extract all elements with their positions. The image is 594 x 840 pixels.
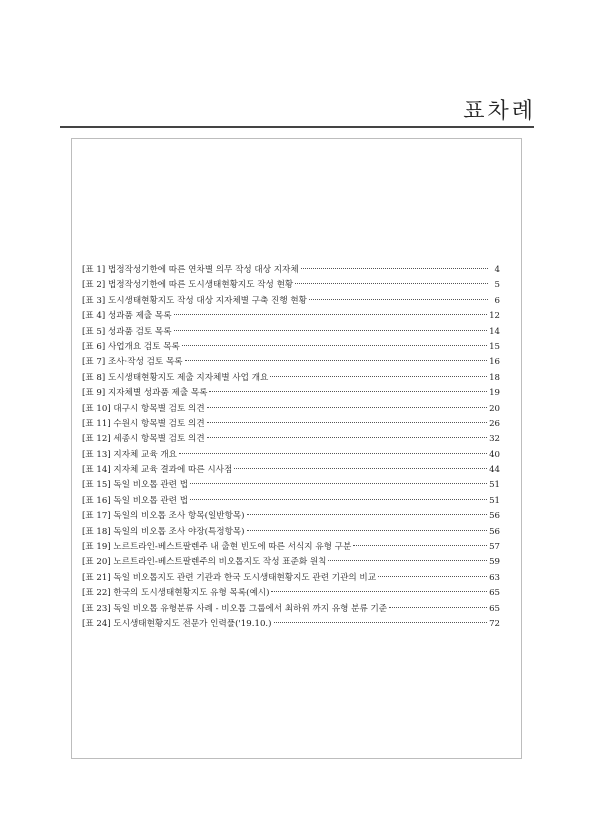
dot-leader xyxy=(271,591,487,592)
dot-leader xyxy=(182,345,487,346)
toc-entry-page: 63 xyxy=(489,572,500,583)
toc-entry-page: 59 xyxy=(489,557,500,568)
toc-entry-page: 40 xyxy=(489,449,500,460)
dot-leader xyxy=(174,314,488,315)
toc-entry-label: [표 5] 성과품 검토 목록 xyxy=(82,326,172,337)
toc-entry-label: [표 4] 성과품 제출 목록 xyxy=(82,311,172,322)
toc-entry-label: [표 19] 노르트라인-베스트팔렌주 내 출현 빈도에 따른 서식지 유형 구분 xyxy=(82,542,352,553)
dot-leader xyxy=(207,407,487,408)
toc-entry-page: 56 xyxy=(489,511,500,522)
dot-leader xyxy=(179,453,487,454)
toc-entry-page: 51 xyxy=(489,480,500,491)
toc-entry[interactable] xyxy=(82,525,500,540)
toc-entry[interactable] xyxy=(82,478,500,493)
toc-entry[interactable] xyxy=(82,448,500,463)
toc-entry-label: [표 22] 한국의 도시생태현황지도 유형 목록(예시) xyxy=(82,588,270,599)
toc-entry-page: 19 xyxy=(489,388,500,399)
toc-entry-page: 56 xyxy=(489,526,500,537)
toc-entry-page: 57 xyxy=(489,542,500,553)
toc-entry-page: 18 xyxy=(489,372,500,383)
dot-leader xyxy=(295,283,488,284)
toc-entry-page: 65 xyxy=(489,588,500,599)
dot-leader xyxy=(207,437,487,438)
toc-entry-label: [표 21] 독일 비오톱지도 관련 기관과 한국 도시생태현황지도 관련 기관의 비교 xyxy=(82,572,377,583)
toc-entry-page: 15 xyxy=(489,341,500,352)
toc-entry[interactable] xyxy=(82,278,500,293)
toc-entry-page: 72 xyxy=(489,618,500,629)
toc-entry-label: [표 15] 독일 비오톱 관련 법 xyxy=(82,480,189,491)
dot-leader xyxy=(274,622,488,623)
toc-entry[interactable] xyxy=(82,571,500,586)
toc-entry[interactable] xyxy=(82,309,500,324)
dot-leader xyxy=(270,376,487,377)
toc-entry[interactable] xyxy=(82,263,500,278)
toc-entry[interactable] xyxy=(82,494,500,509)
toc-entry-label: [표 13] 지자체 교육 개요 xyxy=(82,449,177,460)
toc-entry-label: [표 17] 독일의 비오톱 조사 항목(일반항목) xyxy=(82,511,245,522)
dot-leader xyxy=(209,391,487,392)
toc-entry-page: 32 xyxy=(489,434,500,445)
toc-entry-label: [표 3] 도시생태현황지도 작성 대상 지자체별 구축 진행 현황 xyxy=(82,295,307,306)
toc-entry-label: [표 7] 조사·작성 검토 목록 xyxy=(82,357,183,368)
title-rule xyxy=(60,126,534,128)
toc-entry[interactable] xyxy=(82,371,500,386)
toc-entry-label: [표 9] 지자체별 성과품 제출 목록 xyxy=(82,388,208,399)
dot-leader xyxy=(190,499,487,500)
toc-entry-label: [표 8] 도시생태현황지도 제출 지자체별 사업 개요 xyxy=(82,372,269,383)
toc-entry-label: [표 12] 세종시 항목별 검토 의견 xyxy=(82,434,205,445)
toc-entry-page: 4 xyxy=(494,265,500,275)
toc-entry[interactable] xyxy=(82,417,500,432)
toc-entry[interactable] xyxy=(82,325,500,340)
table-of-tables xyxy=(82,263,500,632)
dot-leader xyxy=(247,530,488,531)
toc-entry-label: [표 16] 독일 비오톱 관련 법 xyxy=(82,495,189,506)
toc-entry[interactable] xyxy=(82,555,500,570)
toc-entry-label: [표 23] 독일 비오톱 유형분류 사례 - 비오톱 그룹에서 최하위 까지 유형 분류 기준 xyxy=(82,603,388,614)
toc-entry[interactable] xyxy=(82,402,500,417)
toc-entry-label: [표 6] 사업개요 검토 목록 xyxy=(82,341,180,352)
toc-entry-page: 6 xyxy=(494,295,500,306)
toc-entry-page: 12 xyxy=(489,311,500,322)
dot-leader xyxy=(234,468,487,469)
dot-leader xyxy=(190,483,487,484)
toc-entry-label: [표 14] 지자체 교육 결과에 따른 시사점 xyxy=(82,465,233,476)
toc-entry-page: 16 xyxy=(489,357,500,368)
toc-entry-label: [표 11] 수원시 항목별 검토 의견 xyxy=(82,418,205,429)
dot-leader xyxy=(185,360,488,361)
dot-leader xyxy=(309,299,488,300)
toc-entry[interactable] xyxy=(82,509,500,524)
toc-entry-page: 20 xyxy=(489,403,500,414)
toc-entry-page: 14 xyxy=(489,326,500,337)
toc-entry-page: 44 xyxy=(489,465,500,476)
toc-entry-page: 51 xyxy=(489,495,500,506)
toc-entry[interactable] xyxy=(82,586,500,601)
dot-leader xyxy=(207,422,487,423)
toc-entry[interactable] xyxy=(82,386,500,401)
dot-leader xyxy=(247,514,488,515)
toc-entry-label: [표 18] 독일의 비오톱 조사 야장(특정항목) xyxy=(82,526,245,537)
toc-entry[interactable] xyxy=(82,355,500,370)
dot-leader xyxy=(174,330,488,331)
toc-entry[interactable] xyxy=(82,602,500,617)
toc-entry-page: 65 xyxy=(489,603,500,614)
toc-entry-label: [표 10] 대구시 항목별 검토 의견 xyxy=(82,403,205,414)
toc-entry[interactable] xyxy=(82,540,500,555)
toc-entry[interactable] xyxy=(82,340,500,355)
page-title: 표차례 xyxy=(463,99,536,124)
dot-leader xyxy=(378,576,487,577)
dot-leader xyxy=(328,560,487,561)
dot-leader xyxy=(389,607,487,608)
toc-entry-page: 5 xyxy=(494,280,500,291)
toc-entry-label: [표 1] 법정작성기한에 따른 연차별 의무 작성 대상 지자체 xyxy=(82,265,299,275)
dot-leader xyxy=(301,268,488,269)
toc-entry-label: [표 24] 도시생태현황지도 전문가 인력풀('19.10.) xyxy=(82,618,272,629)
toc-entry[interactable] xyxy=(82,617,500,632)
toc-entry[interactable] xyxy=(82,432,500,447)
toc-entry[interactable] xyxy=(82,294,500,309)
toc-entry-label: [표 2] 법정작성기한에 따른 도시생태현황지도 작성 현황 xyxy=(82,280,294,291)
toc-entry-label: [표 20] 노르트라인-베스트팔렌주의 비오톱지도 작성 표준화 원칙 xyxy=(82,557,327,568)
dot-leader xyxy=(353,545,487,546)
toc-entry[interactable] xyxy=(82,463,500,478)
toc-entry-page: 26 xyxy=(489,418,500,429)
